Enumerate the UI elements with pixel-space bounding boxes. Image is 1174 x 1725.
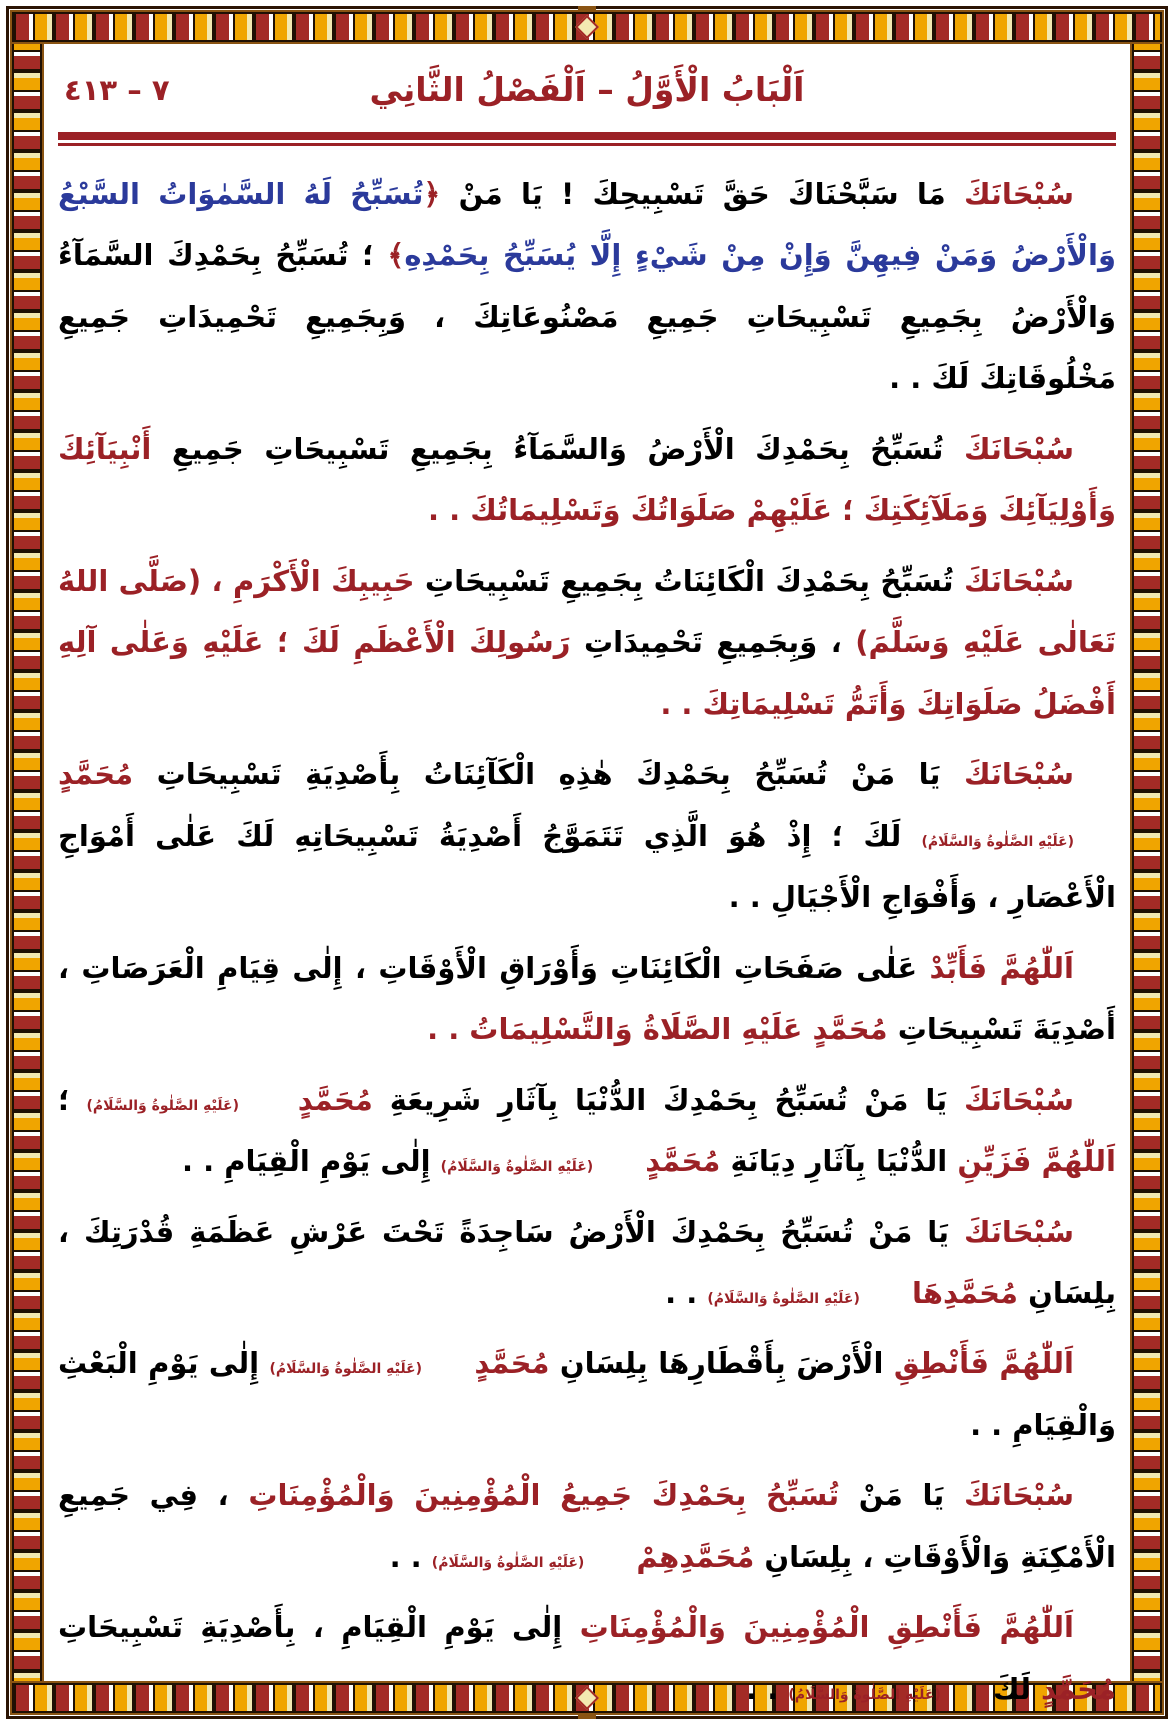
text-segment: سُبْحَانَكَ (953, 563, 1074, 598)
paragraph (58, 1202, 1116, 1325)
header-rule-thick (58, 132, 1116, 140)
paragraph (58, 744, 1116, 928)
ornamental-border-right (1132, 12, 1162, 1713)
text-segment: الدُّنْيَا بِآثَارِ دِيَانَةِ (720, 1144, 948, 1179)
text-segment: إِلٰى يَوْمِ الْقِيَامِ ، بِأَصْدِيَةِ تَسْبِيحَاتِ (58, 1610, 563, 1645)
text-segment: يَا مَنْ (839, 1478, 945, 1513)
salat-salam-seal: (عَلَيْهِ الصَّلٰوةُ وَالسَّلَامُ) (431, 1554, 585, 1571)
salat-salam-seal: (عَلَيْهِ الصَّلٰوةُ وَالسَّلَامُ) (86, 1097, 239, 1114)
quran-bracket: ﴿ (423, 177, 441, 211)
text-segment: ، وَبِجَمِيعِ تَحْمِيدَاتِ (570, 625, 842, 660)
text-segment: مُحَمَّدٍ (280, 1082, 373, 1117)
text-segment: مُحَمَّدٍ (635, 1144, 721, 1179)
text-segment: سُبْحَانَكَ (943, 431, 1074, 466)
text-segment: يَا مَنْ تُسَبِّحُ بِحَمْدِكَ الْأَرْضُ سَاجِدَةً تَحْتَ عَرْشِ عَظَمَةِ قُدْرَتِكَ ، بِلِسَانِ (58, 1214, 1116, 1310)
header-rule-thin (58, 143, 1116, 146)
text-segment: تُسَبِّحُ بِحَمْدِكَ الْكَائِنَاتُ بِجَمِيعِ تَسْبِيحَاتِ (414, 563, 954, 598)
text-segment: اَللّٰهُمَّ فَزَيِّنِ (947, 1144, 1116, 1179)
text-segment: مُحَمَّدٍ (1030, 1671, 1116, 1706)
paragraph (58, 1597, 1116, 1720)
text-segment: مُحَمَّدٍ عَلَيْهِ الصَّلَاةُ وَالتَّسْلِيمَاتُ . . (427, 1012, 888, 1047)
page-header (58, 70, 1116, 120)
text-segment: مُحَمَّدِهِمْ (626, 1539, 755, 1574)
paragraph (58, 938, 1116, 1061)
text-segment: ؛ تُسَبِّحُ بِحَمْدِكَ السَّمَآءُ وَالْأَرْضُ بِجَمِيعِ تَسْبِيحَاتِ جَمِيعِ مَصْنُوعَاتِكَ ، وَبِجَمِيعِ تَحْمِيدَاتِ جَمِيعِ مَخْلُوقَاتِكَ لَكَ . . (58, 238, 1116, 396)
text-segment: سُبْحَانَكَ (945, 177, 1074, 211)
page-number: ٧ – ٤١٣ (64, 73, 170, 107)
text-segment: اَللّٰهُمَّ فَأَنْطِقِ (883, 1346, 1074, 1381)
page-title: اَلْبَابُ الْأَوَّلُ – اَلْفَصْلُ الثَّانِي (369, 70, 805, 109)
salat-salam-seal: (عَلَيْهِ الصَّلٰوةُ وَالسَّلَامُ) (269, 1361, 423, 1378)
text-segment: يَا مَنْ تُسَبِّحُ بِحَمْدِكَ الدُّنْيَا بِآثَارِ شَرِيعَةِ (372, 1082, 948, 1117)
text-segment: ؛ (58, 1082, 87, 1117)
text-segment: ، فِي جَمِيعِ الْأَمْكِنَةِ وَالْأَوْقَاتِ ، بِلِسَانِ (58, 1478, 1116, 1574)
paragraph (58, 1465, 1116, 1588)
text-segment: . . (389, 1539, 432, 1574)
salat-salam-seal: (عَلَيْهِ الصَّلٰوةُ وَالسَّلَامُ) (921, 833, 1074, 850)
paragraph (58, 419, 1116, 542)
paragraph (58, 1333, 1116, 1456)
text-segment: اَللّٰهُمَّ فَأَنْطِقِ الْمُؤْمِنِينَ وَالْمُؤْمِنَاتِ (562, 1610, 1074, 1645)
text-segment: سُبْحَانَكَ (947, 1082, 1074, 1117)
salat-salam-seal: (عَلَيْهِ الصَّلٰوةُ وَالسَّلَامُ) (788, 1686, 941, 1703)
ornamental-border-top (12, 12, 1162, 42)
text-segment: لَكَ (982, 1671, 1031, 1706)
page-content (58, 42, 1116, 1706)
text-segment: تُسَبِّحُ لَهُ السَّمٰوَاتُ السَّبْعُ وَالْأَرْضُ وَمَنْ فِيهِنَّ وَإِنْ مِنْ شَيْءٍ إِلَّا يُسَبِّحُ بِحَمْدِهِ (58, 177, 1116, 273)
text-segment: سُبْحَانَكَ (944, 1478, 1074, 1513)
body-text (58, 164, 1116, 1720)
text-segment: مُحَمَّدٍ (464, 1346, 550, 1381)
salat-salam-seal: (عَلَيْهِ الصَّلٰوةُ وَالسَّلَامُ) (440, 1159, 594, 1176)
ornamental-border-left (12, 12, 42, 1713)
quran-bracket: ﴾ (387, 238, 405, 273)
text-segment: إِلٰى يَوْمِ الْبَعْثِ وَالْقِيَامِ . . (58, 1346, 1116, 1442)
text-segment: سُبْحَانَكَ (949, 1214, 1074, 1249)
paragraph (58, 164, 1116, 410)
text-segment: تُسَبِّحُ بِحَمْدِكَ جَمِيعُ الْمُؤْمِنِينَ وَالْمُؤْمِنَاتِ (228, 1478, 840, 1513)
text-segment: تُسَبِّحُ بِحَمْدِكَ الْأَرْضُ وَالسَّمَآءُ بِجَمِيعِ تَسْبِيحَاتِ جَمِيعِ (151, 431, 944, 466)
paragraph (58, 551, 1116, 735)
text-segment: سُبْحَانَكَ (940, 757, 1075, 792)
text-segment: إِلٰى يَوْمِ الْقِيَامِ . . (181, 1144, 441, 1179)
text-segment: . . (746, 1671, 789, 1706)
text-segment: . . (665, 1275, 708, 1310)
salat-salam-seal: (عَلَيْهِ الصَّلٰوةُ وَالسَّلَامُ) (707, 1290, 860, 1307)
text-segment: عَلٰى صَفَحَاتِ الْكَائِنَاتِ وَأَوْرَاقِ الْأَوْقَاتِ ، إِلٰى قِيَامِ الْعَرَصَاتِ ، أَصْدِيَةَ تَسْبِيحَاتِ (58, 950, 1116, 1047)
text-segment: أَنْبِيَآئِكَ وَأَوْلِيَآئِكَ وَمَلَآئِكَتِكَ ؛ عَلَيْهِمْ صَلَوَاتُكَ وَتَسْلِيمَاتُكَ . . (58, 431, 1116, 528)
text-segment: الْأَرْضَ بِأَقْطَارِهَا بِلِسَانِ (549, 1346, 884, 1381)
text-segment: لَكَ ؛ إِذْ هُوَ الَّذِي تَتَمَوَّجُ أَصْدِيَةُ تَسْبِيحَاتِهِ لَكَ عَلٰى أَمْوَاجِ الْأَعْصَارِ ، وَأَفْوَاجِ الْأَجْيَالِ . . (58, 818, 1116, 915)
text-segment: اَللّٰهُمَّ فَأَبِّدْ (917, 950, 1075, 985)
text-segment: مُحَمَّدِهَا (901, 1275, 1019, 1310)
paragraph (58, 1070, 1116, 1193)
text-segment: يَا مَنْ تُسَبِّحُ بِحَمْدِكَ هٰذِهِ الْكَآئِنَاتُ بِأَصْدِيَةِ تَسْبِيحَاتِ (133, 757, 941, 792)
text-segment: رَسُولِكَ الْأَعْظَمِ لَكَ ؛ عَلَيْهِ وَعَلٰى آلِهِ أَفْضَلُ صَلَوَاتِكَ وَأَتَمُّ تَسْلِيمَاتِكَ . . (58, 625, 1116, 721)
text-segment: مُحَمَّدٍ (58, 757, 134, 792)
text-segment: مَا سَبَّحْنَاكَ حَقَّ تَسْبِيحِكَ ! يَا مَنْ (440, 177, 946, 211)
text-segment: حَبِيبِكَ الْأَكْرَمِ ، (صَلَّى اللهُ تَعَالٰى عَلَيْهِ وَسَلَّمَ) (58, 563, 1116, 660)
